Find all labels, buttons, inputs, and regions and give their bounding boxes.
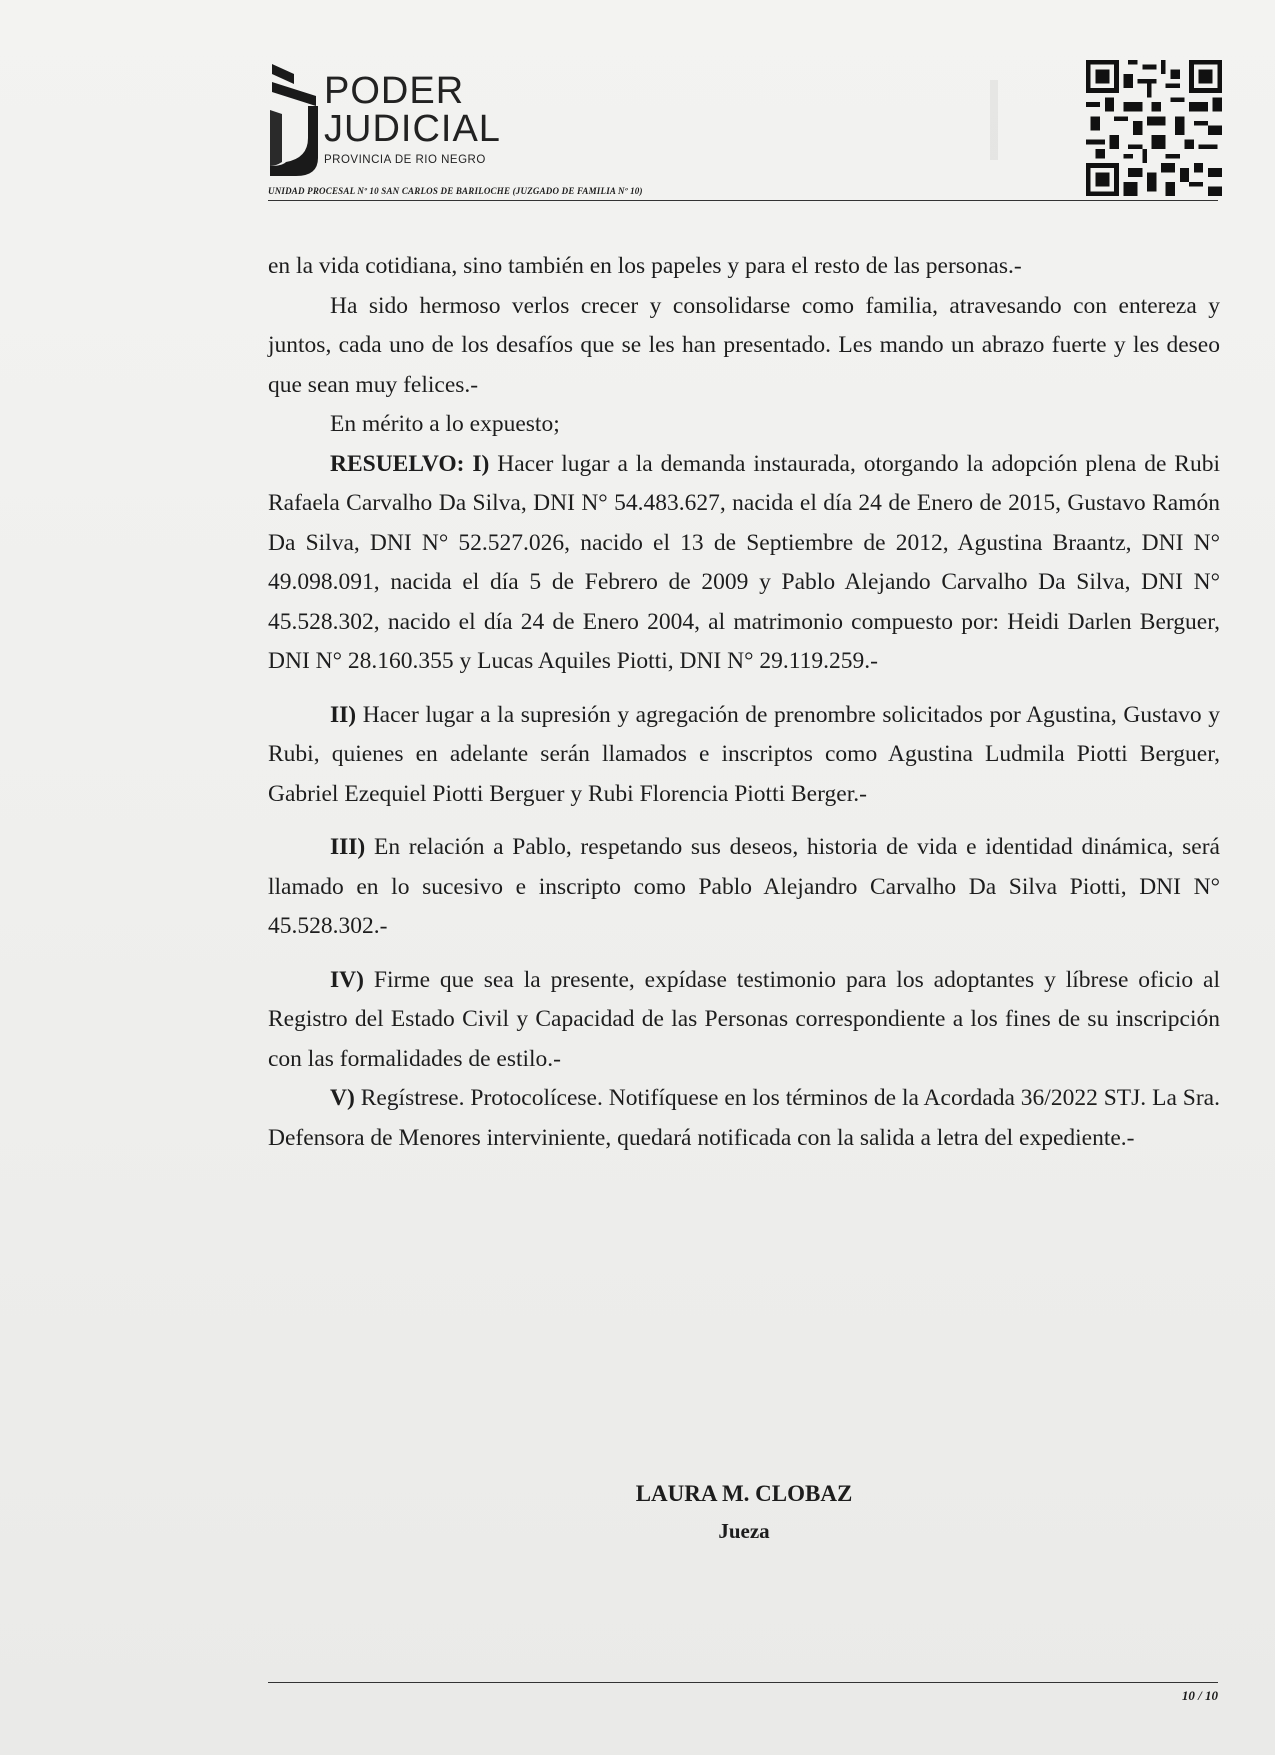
signature-block [268, 1474, 1220, 1548]
resolution-ii-text: Hacer lugar a la supresión y agregación de prenombre solicitados por Agustina, Gustavo y Rubi, quienes en adelante serán llamados e inscriptos como Agustina Ludmila Piotti Berguer, Gabriel Ezequiel Piotti Berguer y Rubi Florencia Piotti Berger.- [268, 701, 1220, 807]
logo-emblem-icon [268, 62, 324, 180]
page-number: 10 / 10 [1181, 1688, 1218, 1703]
paragraph-resolution-i [268, 445, 1220, 682]
poder-judicial-logo [268, 62, 508, 180]
resolution-iv-text: Firme que sea la presente, expídase testimonio para los adoptantes y líbrese oficio al Registro del Estado Civil y Capacidad de las Personas correspondiente a los fines de su inscripción con las formalidades de estilo.- [268, 966, 1220, 1072]
logo-poder-text: PODER [324, 70, 465, 112]
paragraph-continuation: en la vida cotidiana, sino también en los papeles y para el resto de las personas.- [268, 253, 1022, 279]
judge-title: Jueza [718, 1519, 770, 1543]
resolution-iv-label: IV) [330, 966, 364, 993]
resolution-i-label: RESUELVO: I) [330, 450, 490, 477]
header-divider [268, 200, 1218, 201]
paragraph-resolution-iii [268, 828, 1220, 947]
logo-judicial-text: JUDICIAL [324, 108, 501, 150]
resolution-iii-text: En relación a Pablo, respetando sus deseos, historia de vida e identidad dinámica, será llamado en lo sucesivo e inscripto como Pablo Alejandro Carvalho Da Silva Piotti, DNI N° 45.528.302.- [268, 834, 1220, 939]
resolution-v-label: V) [330, 1085, 355, 1111]
procedural-unit-label: UNIDAD PROCESAL Nº 10 SAN CARLOS DE BARILOCHE (JUZGADO DE FAMILIA Nº 10) [268, 186, 643, 196]
judge-name: LAURA M. CLOBAZ [635, 1481, 853, 1506]
paragraph-resolution-ii [268, 696, 1220, 815]
resolution-i-text: Hacer lugar a la demanda instaurada, otorgando la adopción plena de Rubi Rafaela Carvalho Da Silva, DNI N° 54.483.627, nacida el día 24 de Enero de 2015, Gustavo Ramón Da Silva, DNI N° 52.527.026, nacido el 13 de Septiembre de 2012, Agustina Braantz, DNI N° 49.098.091, nacida el día 5 de Febrero de 2009 y Pablo Alejando Carvalho Da Silva, DNI N° 45.528.302, nacido el día 24 de Enero 2004, al matrimonio compuesto por: Heidi Darlen Berguer, DNI N° 28.160.355 y Lucas Aquiles Piotti, DNI N° 29.119.259.- [268, 450, 1220, 674]
qr-code-icon [1086, 60, 1222, 196]
footer-divider [268, 1682, 1218, 1683]
resolution-body [268, 247, 1220, 1158]
paragraph-wishes: Ha sido hermoso verlos crecer y consolidarse como familia, atravesando con entereza y juntos, cada uno de los desafíos que se les han presentado. Les mando un abrazo fuerte y les deseo que sean muy felices.- [268, 292, 1220, 398]
paragraph-resolution-iv [268, 961, 1220, 1080]
bleed-through-logo [800, 80, 998, 160]
resolution-v-text: Regístrese. Protocolícese. Notifíquese en los términos de la Acordada 36/2022 STJ. La Sra. Defensora de Menores interviniente, quedará notificada con la salida a letra del expediente.- [268, 1085, 1220, 1151]
resolution-ii-label: II) [330, 701, 357, 728]
resolution-iii-label: III) [330, 834, 366, 860]
paragraph-merit: En mérito a lo expuesto; [330, 411, 560, 437]
logo-province-text: PROVINCIA DE RIO NEGRO [324, 154, 486, 166]
paragraph-resolution-v [268, 1079, 1220, 1158]
